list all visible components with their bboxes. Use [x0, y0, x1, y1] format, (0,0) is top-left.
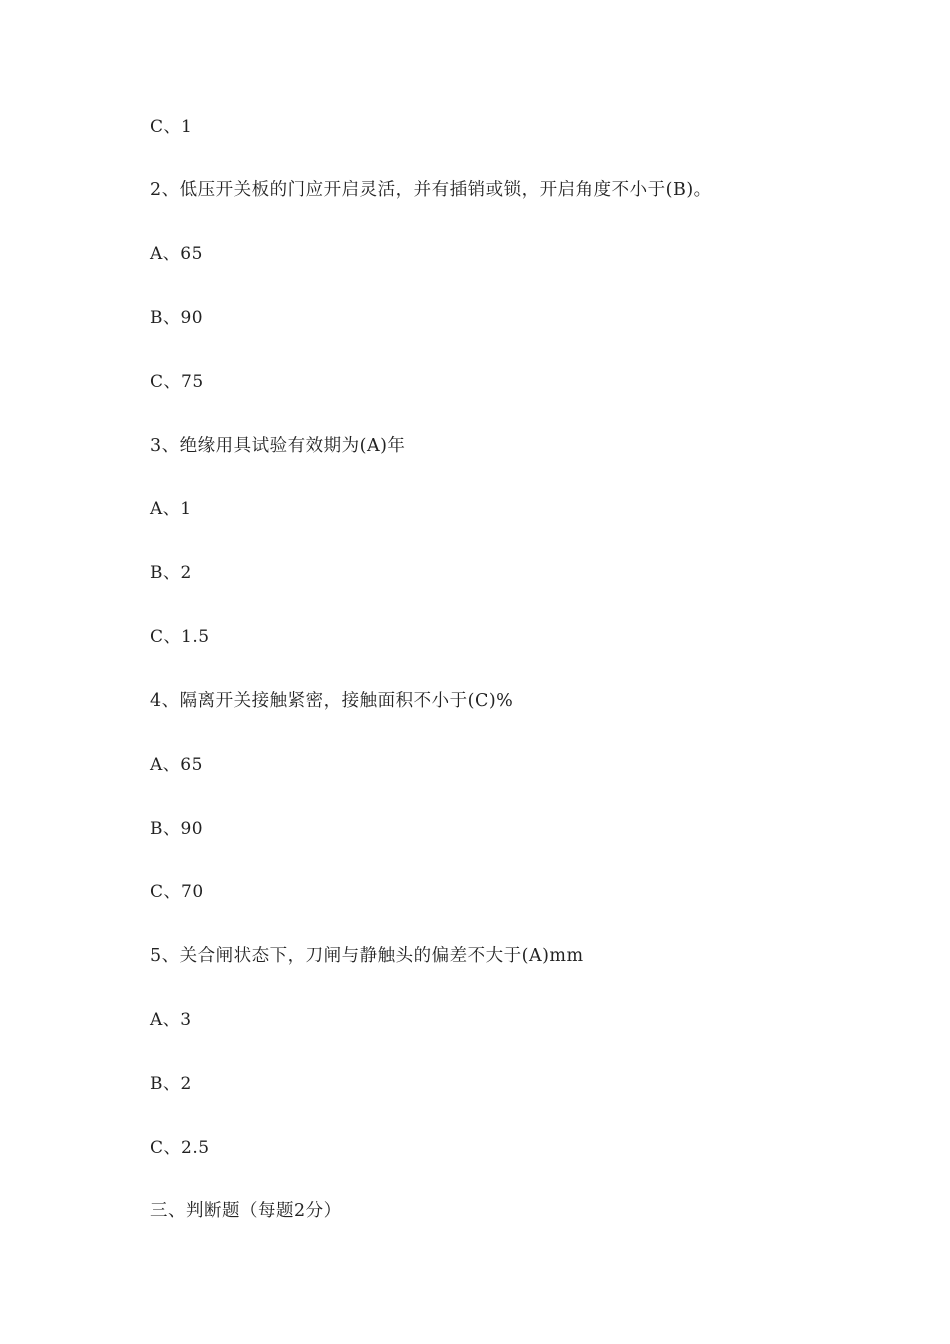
section-heading-true-false: 三、判断题（每题2分）: [150, 1201, 342, 1221]
question-2-option-c: C、75: [150, 372, 204, 392]
question-3-option-c: C、1.5: [150, 627, 210, 647]
question-4-option-a: A、65: [150, 755, 203, 775]
question-2: 2、低压开关板的门应开启灵活，并有插销或锁，开启角度不小于(B)。: [150, 180, 712, 200]
option-1-c: C、1: [150, 117, 193, 137]
question-5-option-a: A、3: [150, 1010, 192, 1030]
question-5-option-b: B、2: [150, 1074, 192, 1094]
question-5: 5、关合闸状态下，刀闸与静触头的偏差不大于(A)mm: [150, 946, 584, 966]
question-4-option-c: C、70: [150, 882, 204, 902]
question-2-option-a: A、65: [150, 244, 203, 264]
question-4: 4、隔离开关接触紧密，接触面积不小于(C)%: [150, 691, 514, 711]
question-3-option-a: A、1: [150, 499, 192, 519]
question-4-option-b: B、90: [150, 819, 204, 839]
question-2-option-b: B、90: [150, 308, 204, 328]
question-3-option-b: B、2: [150, 563, 192, 583]
question-3: 3、绝缘用具试验有效期为(A)年: [150, 436, 406, 456]
question-5-option-c: C、2.5: [150, 1138, 210, 1158]
